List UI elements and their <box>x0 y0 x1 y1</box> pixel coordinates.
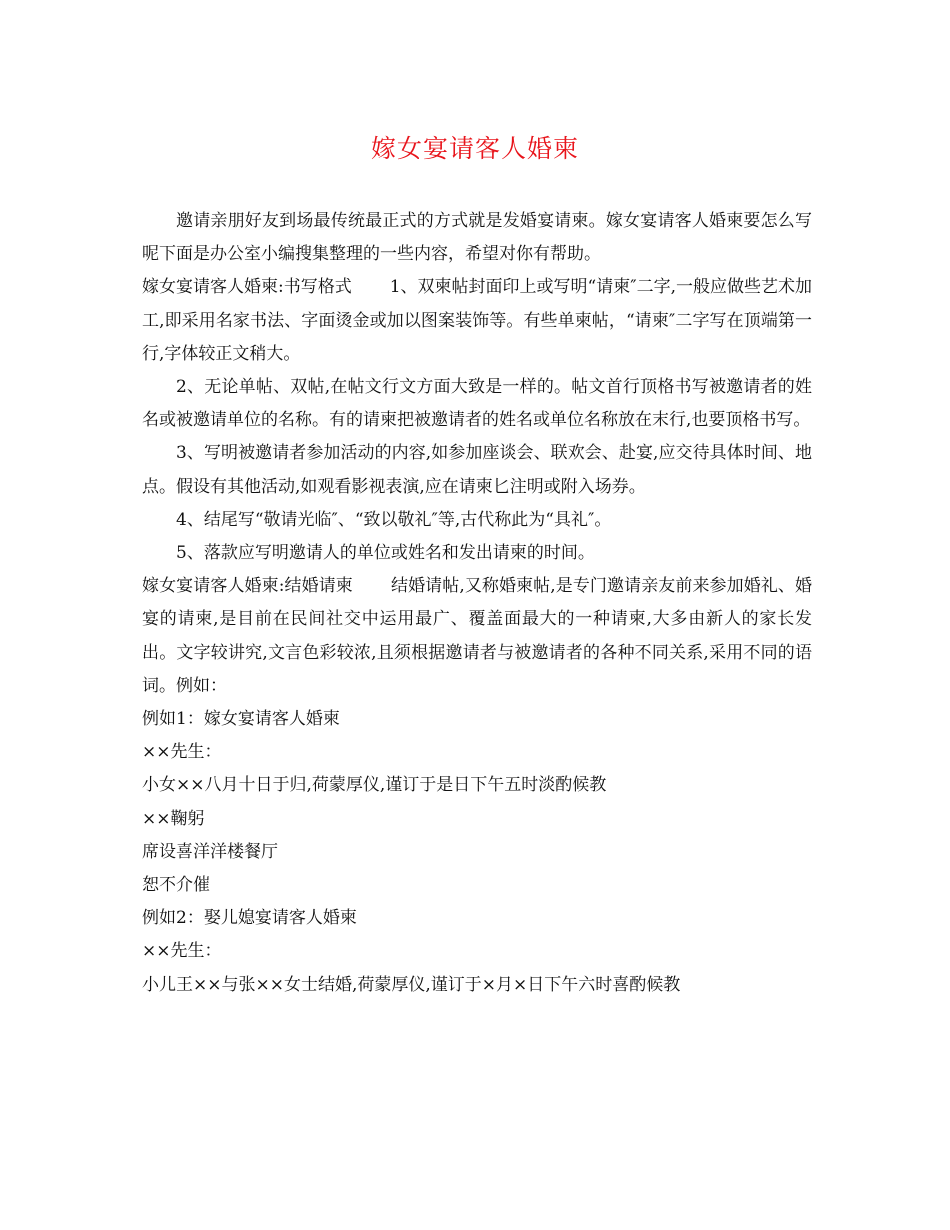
example-line: ××先生： <box>142 742 222 763</box>
section1-item1: 1、双柬帖封面印上或写明“请柬″二字,一般应做些艺术加工,即采用名家书法、字面烫金或加以图案装饰等。有些单柬帖，“请柬″二字写在顶端第一行,字体较正文稍大。 <box>142 277 812 364</box>
document-title: 嫁女宴请客人婚柬 <box>370 134 579 163</box>
section2-text: 结婚请帖,又称婚柬帖,是专门邀请亲友前来参加婚礼、婚宴的请柬,是目前在民间社交中运用最广、覆盖面最大的一种请柬,大多由新人的家长发出。文字较讲究,文言色彩较浓,且须根据邀请者与被邀请者的各种不同关系,采用不同的语词。例如： <box>142 576 812 696</box>
section2-paragraph <box>142 570 812 703</box>
section1-heading: 嫁女宴请客人婚柬:书写格式 <box>142 277 352 298</box>
intro-paragraph: 邀请亲朋好友到场最传统最正式的方式就是发婚宴请柬。嫁女宴请客人婚柬要怎么写呢下面是办公室小编搜集整理的一些内容，希望对你有帮助。 <box>142 211 812 265</box>
section1-paragraph <box>142 271 812 371</box>
example-line: 恕不介催 <box>142 875 210 896</box>
document-body <box>142 205 812 1002</box>
example-line: 席设喜洋洋楼餐厅 <box>142 841 278 862</box>
item5-paragraph: 5、落款应写明邀请人的单位或姓名和发出请柬的时间。 <box>176 543 595 564</box>
example-line: ××先生： <box>142 941 222 962</box>
example-line: ××鞠躬 <box>142 808 205 829</box>
example-line: 小儿王××与张××女士结婚,荷蒙厚仪,谨订于×月×日下午六时喜酌候教 <box>142 974 681 995</box>
section2-heading: 嫁女宴请客人婚柬:结婚请柬 <box>142 576 353 597</box>
example-line: 例如2：娶儿媳宴请客人婚柬 <box>142 908 357 929</box>
example-line: 例如1：嫁女宴请客人婚柬 <box>142 709 340 730</box>
example-line: 小女××八月十日于归,荷蒙厚仪,谨订于是日下午五时淡酌候教 <box>142 775 607 796</box>
item4-paragraph: 4、结尾写“敬请光临″、“致以敬礼″等,古代称此为“具礼″。 <box>176 509 612 530</box>
item2-paragraph: 2、无论单帖、双帖,在帖文行文方面大致是一样的。帖文首行顶格书写被邀请者的姓名或被邀请单位的名称。有的请柬把被邀请者的姓名或单位名称放在末行,也要顶格书写。 <box>142 377 812 431</box>
item3-paragraph: 3、写明被邀请者参加活动的内容,如参加座谈会、联欢会、赴宴,应交待具体时间、地点。假设有其他活动,如观看影视表演,应在请柬匕注明或附入场券。 <box>142 443 812 497</box>
